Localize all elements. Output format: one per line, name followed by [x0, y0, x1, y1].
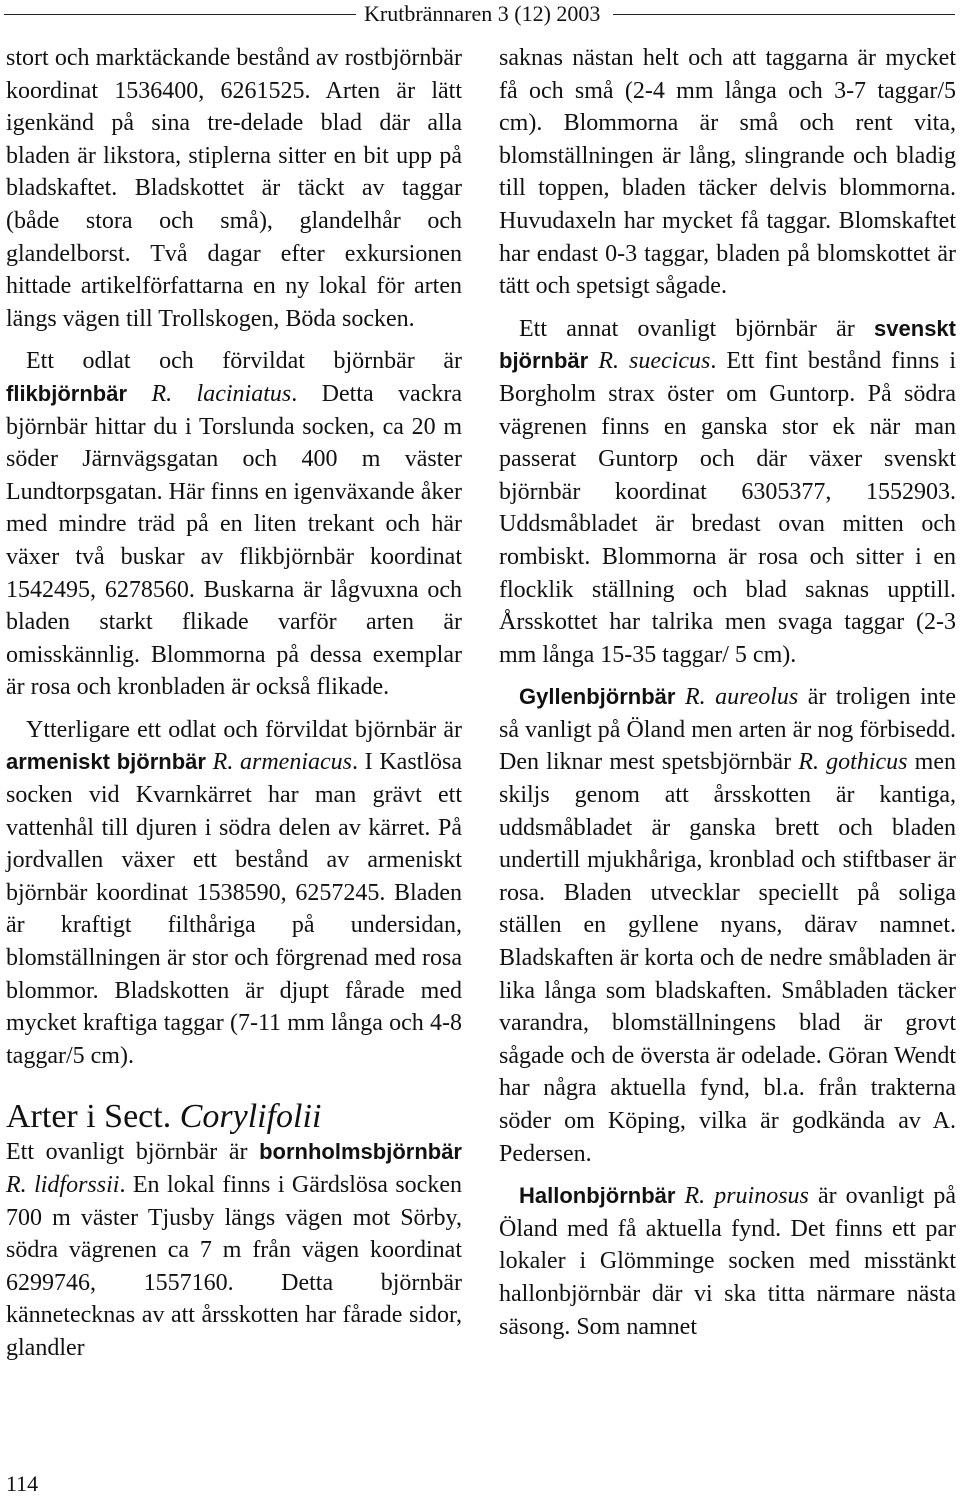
paragraph-svenskt: Ett annat ovanligt björnbär är svenskt björnbär R. suecicus. Ett fint bestånd finns i Borgholm strax öster om Guntorp. På södra vägrenen finns en ganska stor ek när man passerat Guntorp och där växer svenskt björnbär koordinat 6305377, 1552903. Uddsmåbladet är bredast ovan mitten och rombiskt. Blommorna är rosa och sitter i en flocklik ställning och blad saknas upptill. Årsskottet har talrika men svaga taggar (2-3 mm långa 15-35 taggar/ 5 cm).: [499, 315, 957, 668]
latin-name: R. armeniacus: [212, 749, 352, 776]
paragraph-hallon: Hallonbjörnbär R. pruinosus är ovanligt på Öland med få aktuella fynd. Det finns ett par lokaler i Glömminge socken med misstänkt hallonbjörnbär där vi ska titta närmare nästa säsong. Som namnet: [499, 1183, 956, 1340]
species-name: Hallonbjörnbär: [519, 1183, 676, 1209]
paragraph: stort och marktäckande bestånd av rostbjörnbär koordinat 1536400, 6261525. Arten är lätt igenkänd på sina tre-delade blad där alla bladen är likstora, stiplerna sitter en bit upp på bladskaftet. Bladskottet är täckt av taggar (både stora och små), glandelhår och glandelborst. Två dagar efter exkursionen hittade artikelförfattarna en ny lokal för arten längs vägen till Trollskogen, Böda socken.: [6, 45, 462, 332]
species-name: bornholmsbjörnbär: [259, 1139, 462, 1165]
latin-name: R. suecicus: [598, 348, 711, 375]
section-heading: Arter i Sect. Corylifolii: [6, 1098, 322, 1136]
latin-name: R. aureolus: [684, 684, 799, 711]
journal-title: Krutbrännaren 3 (12) 2003: [364, 1, 601, 26]
latin-name: R. gothicus: [798, 749, 908, 776]
species-name: armeniskt björnbär: [6, 749, 206, 775]
paragraph-bornholms: Ett ovanligt björnbär är bornholmsbjörnbär R. lidforssii. En lokal finns i Gärdslösa socken 700 m väster Tjusby längs vägen mot Sörby, södra vägrenen ca 7 m från vägen koordinat 6299746, 1557160. Detta björnbär kännetecknas av att årsskotten har fårade sidor, glandler: [6, 1139, 462, 1361]
paragraph-flikbjornbar: Ett odlat och förvildat björnbär är flikbjörnbär R. laciniatus. Detta vackra björnbär hittar du i Torslunda socken, ca 20 m söder Järnvägsgatan och 400 m väster Lundtorpsgatan. Här finns en igenväxande åker med mindre träd på en liten trekant och här växer två buskar av flikbjörnbär koordinat 1542495, 6278560. Buskarna är lågvuxna och bladen starkt flikade varför arten är omisskännlig. Blommorna på dessa exemplar är rosa och kronbladen är också flikade.: [6, 348, 463, 701]
left-column: [6, 42, 462, 1365]
paragraph: saknas nästan helt och att taggarna är mycket få och små (2-4 mm långa och 3-7 taggar/5 cm). Blommorna är små och rent vita, blomställningen är lång, slingrande och bladig till toppen, bladen täcker delvis blommorna. Huvudaxeln har mycket få taggar. Blomskaftet har endast 0-3 taggar, bladen på blomskottet är tätt och spetsigt sågade.: [499, 45, 956, 300]
paragraph-gyllen: Gyllenbjörnbär R. aureolus är troligen inte så vanligt på Öland men arten är nog förbisedd. Den liknar mest spetsbjörnbär R. gothicus men skiljs genom att årsskotten är kantiga, uddsmåbladet är ganska brett och bladen undertill mjukhåriga, kronblad och stiftbaser är rosa. Bladen utvecklar speciellt på soliga ställen en gyllene nyans, därav namnet. Bladskaften är korta och de nedre småbladen är lika långa som bladskaften. Småbladen täcker varandra, blomställningens blad är grovt sågade och de översta är odelade. Göran Wendt har några aktuella fynd, bl.a. från trakterna söder om Köping, vilka är godkända av A. Pedersen.: [499, 684, 957, 1167]
page-number: 114: [6, 1471, 39, 1496]
species-name: flikbjörnbär: [6, 380, 128, 406]
species-name: svenskt björnbär: [499, 315, 956, 374]
paragraph-armeniskt: Ytterligare ett odlat och förvildat björnbär är armeniskt björnbär R. armeniacus. I Kastlösa socken vid Kvarnkärret har man grävt ett vattenhål till djuren i södra delen av kärret. På jordvallen växer ett bestånd av armeniskt björnbär koordinat 1538590, 6257245. Bladen är kraftigt filthåriga på undersidan, blomställningen är stor och förgrenad med rosa blommor. Bladskotten är djupt fårade med mycket kraftiga taggar (7-11 mm långa och 4-8 taggar/5 cm).: [6, 716, 462, 1069]
right-column: [499, 42, 956, 1343]
header-rule-left: [4, 14, 356, 15]
page-header: [0, 2, 960, 26]
latin-name: R. laciniatus: [151, 380, 292, 407]
header-rule-right: [613, 14, 955, 15]
latin-name: R. lidforssii: [6, 1172, 120, 1198]
latin-name: R. pruinosus: [684, 1183, 809, 1210]
species-name: Gyllenbjörnbär: [519, 684, 676, 710]
